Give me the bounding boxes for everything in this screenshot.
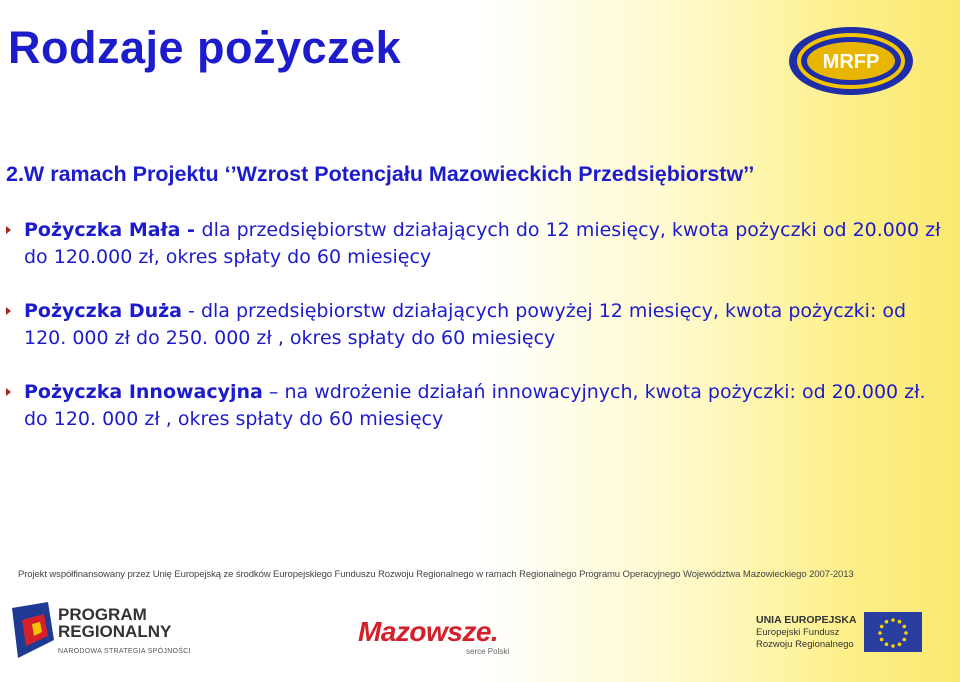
- program-regionalny-title: [58, 606, 171, 640]
- page-title: Rodzaje pożyczek: [8, 22, 402, 73]
- list-item-large-loan: [24, 298, 944, 352]
- loan-name: Pożyczka Innowacyjna: [24, 381, 263, 403]
- bullet-arrow-icon: [6, 226, 11, 234]
- mrfp-logo-icon: [786, 24, 916, 98]
- program-line-2: REGIONALNY: [58, 622, 172, 641]
- cofinance-note: Projekt współfinansowany przez Unię Europejską ze środków Europejskiego Funduszu Rozwoju Regionalnego w ramach Regionalnego Programu Operacyjnego Województwa Mazowieckiego 2007-2013: [18, 569, 854, 580]
- loan-description: na wdrożenie działań innowacyjnych, kwota pożyczki: od 20.000 zł. do 120. 000 zł , okres spłaty do 60 miesięcy: [24, 381, 926, 430]
- loan-description: dla przedsiębiorstw działających do 12 miesięcy, kwota pożyczki od 20.000 zł do 120.000 zł, okres spłaty do 60 miesięcy: [24, 219, 941, 268]
- mazowsze-tagline: serce Polski: [466, 647, 510, 656]
- eu-flag-icon: [864, 612, 922, 652]
- bullet-arrow-icon: [6, 388, 11, 396]
- program-subtitle: NARODOWA STRATEGIA SPÓJNOŚCI: [58, 648, 191, 655]
- mazowsze-logo: Mazowsze.: [358, 616, 499, 647]
- eu-line-1: UNIA EUROPEJSKA: [756, 614, 857, 626]
- program-line-1: PROGRAM: [58, 605, 147, 624]
- loan-name: Pożyczka Duża: [24, 300, 182, 322]
- eu-label: [756, 614, 857, 651]
- loan-name: Pożyczka Mała: [24, 219, 181, 241]
- loan-separator: –: [262, 381, 285, 403]
- loan-description: dla przedsiębiorstw działających powyżej 12 miesięcy, kwota pożyczki: od 120. 000 zł do 250. 000 zł , okres spłaty do 60 miesięcy: [24, 300, 907, 349]
- subtitle: 2.W ramach Projektu ‘’Wzrost Potencjału Mazowieckich Przedsiębiorstw’’: [6, 162, 755, 186]
- loan-separator: -: [180, 219, 202, 241]
- eu-line-3: Rozwoju Regionalnego: [756, 639, 854, 650]
- list-item-small-loan: [24, 217, 944, 271]
- bullet-arrow-icon: [6, 307, 11, 315]
- mrfp-logo-text: MRFP: [822, 51, 880, 73]
- eu-line-2: Europejski Fundusz: [756, 627, 840, 638]
- list-item-innovation-loan: [24, 379, 944, 433]
- loan-separator: -: [182, 300, 201, 322]
